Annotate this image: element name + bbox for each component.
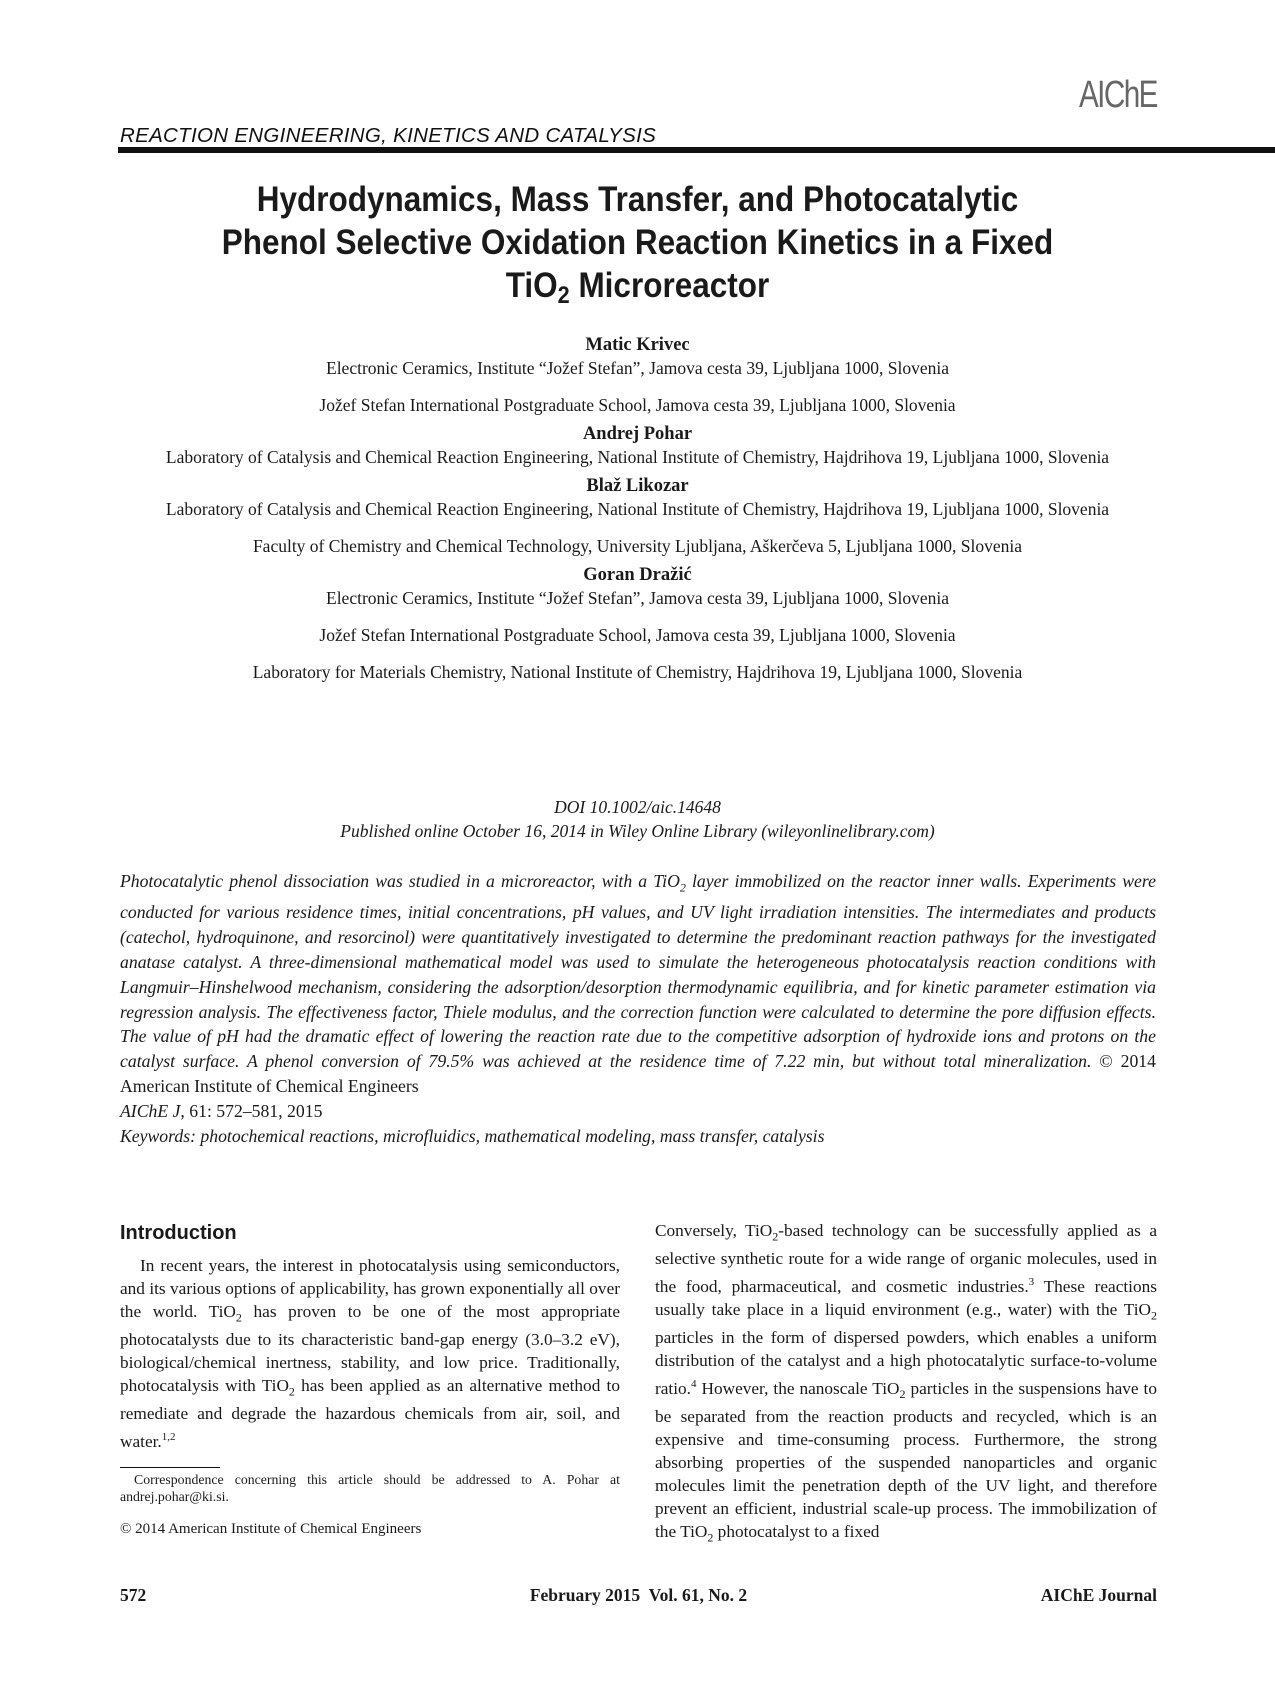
author-block (150, 475, 1125, 557)
author-name: Andrej Pohar (582, 424, 693, 444)
affiliation: Faculty of Chemistry and Chemical Technology, University Ljubljana, Aškerčeva 5, Ljubljana 1000, Slovenia (252, 536, 1023, 556)
affiliation: Laboratory for Materials Chemistry, National Institute of Chemistry, Hajdrihova 19, Ljubljana 1000, Slovenia (252, 662, 1023, 682)
abstract-text: Photocatalytic phenol dissociation was studied in a microreactor, with a TiO$_2$ layer immobilized on the reactor inner walls. Experiments were conducted for various residence times, initial concentrations, pH values, and UV light irradiation intensities. The intermediates and products (catechol, hydroquinone, and resorcinol) were quantitatively investigated to determine the predominant reaction pathways for the investigated anatase catalyst. A three-dimensional mathematical model was used to simulate the heterogeneous photocatalysis reaction conditions with Langmuir–Hinshelwood mechanism, considering the adsorption/desorption thermodynamic equilibria, and for kinetic parameter estimation via regression analysis. The effectiveness factor, Thiele modulus, and the correction function were calculated to determine the pore diffusion effects. The value of pH had the dramatic effect of lowering the reaction rate due to the competitive adsorption of hydroxide ions and protons on the catalyst surface. A phenol conversion of 79.5% was achieved at the residence time of 7.22 min, but without total mineralization. © 2014 American Institute of Chemical Engineers AIChE J, 61: 572–581, 2015 (120, 871, 1156, 1121)
left-column (120, 1222, 620, 1454)
aiche-logo: AIChE (1079, 74, 1157, 116)
published-line: Published online October 16, 2014 in Wiley Online Library (wileyonlinelibrary.com) (340, 821, 935, 841)
title-line-1: Hydrodynamics, Mass Transfer, and Photocatalytic (256, 180, 1019, 219)
section-heading-introduction: Introduction (120, 1222, 237, 1244)
author-name: Matic Krivec (585, 335, 690, 355)
title-line-2: Phenol Selective Oxidation Reaction Kinetics in a Fixed (221, 223, 1054, 262)
header-rule (118, 147, 1275, 153)
article-title (181, 178, 1095, 317)
issue-info: February 2015 Vol. 61, No. 2 (529, 1585, 748, 1605)
author-name: Blaž Likozar (586, 476, 689, 496)
citation-ref[interactable]: 4 (691, 1378, 697, 1391)
right-column (655, 1220, 1157, 1549)
affiliation: Laboratory of Catalysis and Chemical Reaction Engineering, National Institute of Chemistry, Hajdrihova 19, Ljubljana 1000, Slovenia (165, 447, 1110, 467)
page-number: 572 (120, 1585, 147, 1605)
citation-ref[interactable]: 1,2 (161, 1431, 176, 1444)
correspondence-footnote: Correspondence concerning this article should be addressed to A. Pohar at andrej.pohar@ki.si. (120, 1472, 620, 1504)
footnote-rule (120, 1467, 220, 1468)
journal-name: AIChE Journal (1040, 1585, 1157, 1605)
title-line-3: TiO$_2$ Microreactor (505, 266, 770, 309)
doi-link[interactable]: DOI 10.1002/aic.14648 (554, 797, 721, 817)
author-list (150, 334, 1125, 690)
author-block (150, 334, 1125, 416)
author-block (150, 423, 1125, 468)
affiliation: Laboratory of Catalysis and Chemical Reaction Engineering, National Institute of Chemistry, Hajdrihova 19, Ljubljana 1000, Slovenia (165, 499, 1110, 519)
intro-paragraph: In recent years, the interest in photocatalysis using semiconductors, and its various options of applicability, has grown exponentially all over the world. TiO$_2$ has proven to be one of the most appropriate photocatalysts due to its characteristic band-gap energy (3.0–3.2 eV), biological/chemical inertness, stability, and low price. Traditionally, photocatalysis with TiO$_2$ has been applied as an alternative method to remediate and degrade the hazardous chemicals from air, soil, and water.$^{1,2}$ (120, 1255, 620, 1451)
affiliation: Jožef Stefan International Postgraduate School, Jamova cesta 39, Ljubljana 1000, Slovenia (319, 395, 956, 415)
author-name: Goran Dražić (583, 565, 692, 585)
affiliation: Electronic Ceramics, Institute “Jožef Stefan”, Jamova cesta 39, Ljubljana 1000, Slovenia (326, 588, 949, 608)
affiliation: Electronic Ceramics, Institute “Jožef Stefan”, Jamova cesta 39, Ljubljana 1000, Slovenia (326, 358, 949, 378)
author-block (150, 564, 1125, 683)
citation-ref[interactable]: 3 (1028, 1276, 1035, 1289)
abstract (120, 869, 1156, 1148)
copyright-note: © 2014 American Institute of Chemical Engineers (120, 1521, 422, 1537)
body-paragraph: Conversely, TiO$_2$-based technology can be successfully applied as a selective synthetic route for a wide range of organic molecules, used in the food, pharmaceutical, and cosmetic industries.$^3$ These reactions usually take place in a liquid environment (e.g., water) with the TiO$_2$ particles in the form of dispersed powders, which enables a uniform distribution of the catalyst and a high photocatalytic surface-to-volume ratio.$^4$ However, the nanoscale TiO$_2$ particles in the suspensions have to be separated from the reaction products and recycled, which is an expensive and time-consuming process. Furthermore, the strong absorbing properties of the suspended nanoparticles and organic molecules limit the penetration depth of the UV light, and therefore prevent an efficient, industrial scale-up process. The immobilization of the TiO$_2$ photocatalyst to a fixed (655, 1221, 1157, 1545)
keywords: Keywords: photochemical reactions, microfluidics, mathematical modeling, mass transfer, catalysis (120, 1125, 825, 1146)
affiliation: Jožef Stefan International Postgraduate School, Jamova cesta 39, Ljubljana 1000, Slovenia (319, 625, 956, 645)
section-label: REACTION ENGINEERING, KINETICS AND CATALYSIS (120, 124, 657, 147)
publication-info (120, 795, 1155, 843)
